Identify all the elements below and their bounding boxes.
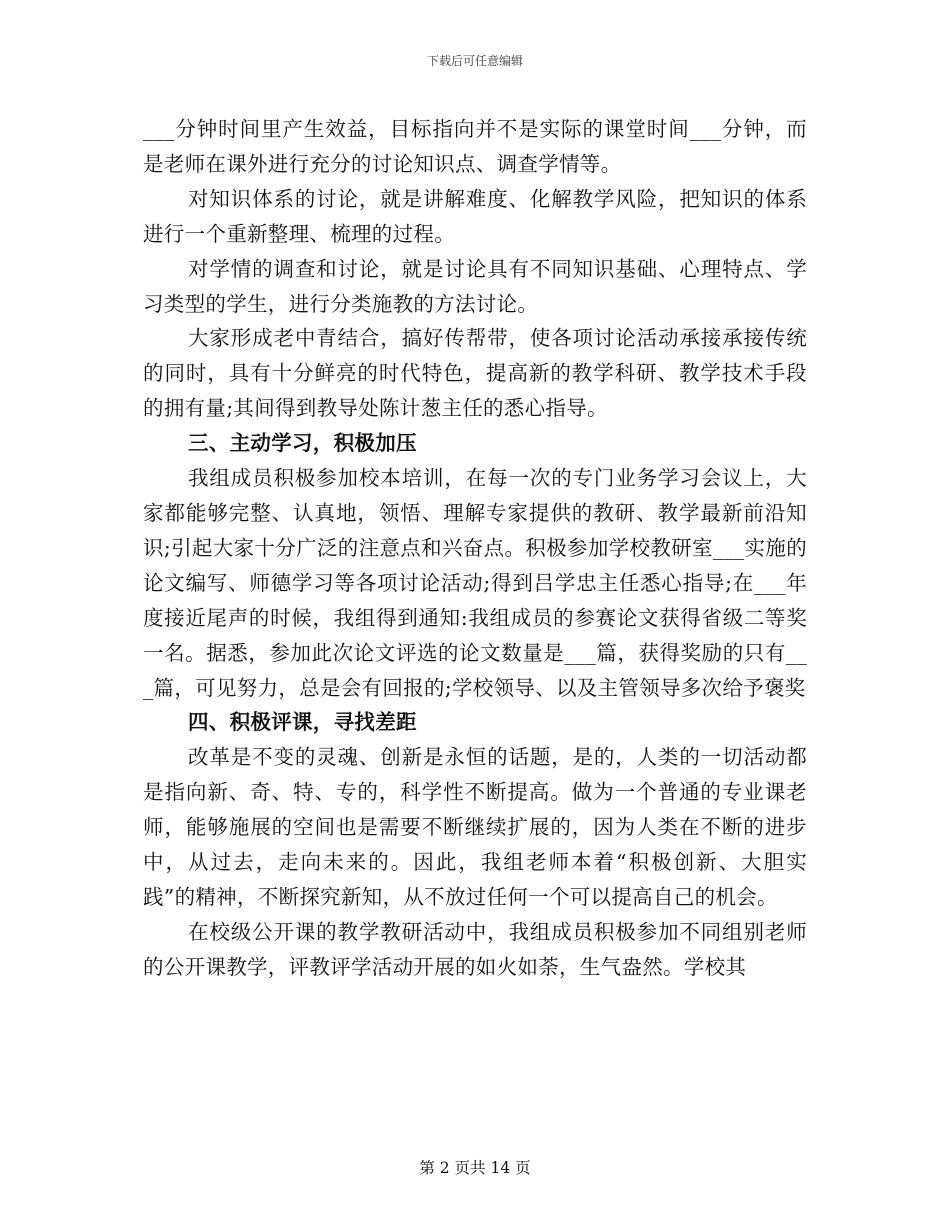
paragraph-4: 大家形成老中青结合，搞好传帮带，使各项讨论活动承接承接传统的同时，具有十分鲜亮的时代特色，提高新的教学科研、教学技术手段的拥有量;其间得到教导处陈计葱主任的悉心指导。	[143, 326, 807, 421]
paragraph-6: 改革是不变的灵魂、创新是永恒的话题，是的，人类的一切活动都是指向新、奇、特、专的，科学性不断提高。做为一个普通的专业课老师，能够施展的空间也是需要不断继续扩展的，因为人类在不断的进步中，从过去，走向未来的。因此，我组老师本着“积极创新、大胆实践”的精神，不断探究新知，从不放过任何一个可以提高自己的机会。	[143, 745, 807, 909]
document-body	[143, 112, 807, 985]
paragraph-5: 我组成员积极参加校本培训，在每一次的专门业务学习会议上，大家都能够完整、认真地，领悟、理解专家提供的教研、教学最新前沿知识;引起大家十分广泛的注意点和兴奋点。积极参加学校教研室___实施的论文编写、师德学习等各项讨论活动;得到吕学忠主任悉心指导;在___年度接近尾声的时候，我组得到通知:我组成员的参赛论文获得省级二等奖一名。据悉，参加此次论文评选的论文数量是___篇，获得奖励的只有___篇，可见努力，总是会有回报的;学校领导、以及主管领导多次给予褒奖	[143, 466, 807, 700]
paragraph-7: 在校级公开课的教学教研活动中，我组成员积极参加不同组别老师的公开课教学，评教评学活动开展的如火如荼，生气盎然。学校其	[143, 919, 807, 979]
paragraph-1: ___分钟时间里产生效益，目标指向并不是实际的课堂时间___分钟，而是老师在课外进行充分的讨论知识点、调查学情等。	[143, 117, 807, 176]
section-heading-4: 四、积极评课，寻找差距	[188, 710, 417, 735]
section-heading-3: 三、主动学习，积极加压	[188, 431, 417, 456]
page-header: 下载后可任意编辑	[426, 54, 523, 68]
paragraph-2: 对知识体系的讨论，就是讲解难度、化解教学风险，把知识的体系进行一个重新整理、梳理的过程。	[143, 186, 807, 246]
paragraph-3: 对学情的调查和讨论，就是讨论具有不同知识基础、心理特点、学习类型的学生，进行分类施教的方法讨论。	[143, 256, 807, 316]
page-number-footer: 第 2 页共 14 页	[419, 1159, 531, 1177]
